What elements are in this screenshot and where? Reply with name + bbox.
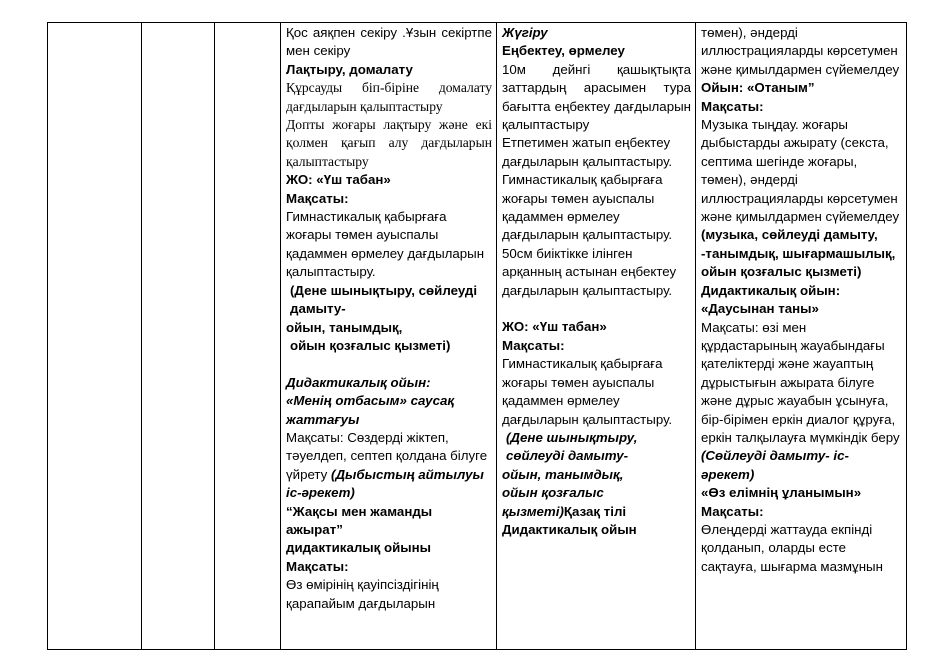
goal-label: Мақсаты: [286, 190, 349, 206]
text-line: Өлеңдерді жаттауда екпінді қолданып, оларды есте сақтауға, шығарма мазмұнын [701, 521, 883, 574]
activity-cell-col6 [696, 23, 907, 650]
text-line: 50см биіктікке ілінген арқанның астынан еңбектеу дағдыларын қалыптастыру. [502, 245, 677, 298]
integration-note: (Дене шынықтыру, сөйлеуді дамыту- [506, 429, 638, 464]
game-heading: Дидактикалық ойын [502, 521, 637, 537]
spacer [502, 300, 691, 318]
table-row [48, 23, 907, 650]
text-line [701, 319, 902, 485]
integration-note: (Дене шынықтыру, сөйлеуді дамыту- [290, 282, 478, 317]
integration-note: ойын, танымдық, [286, 319, 403, 335]
section-heading: Лақтыру, домалату [286, 61, 413, 77]
empty-cell-3 [215, 23, 281, 650]
text-line: Гимнастикалық қабырғаға жоғары төмен ауыспалы қадаммен өрмелеу дағдыларын қалыптастыру. [502, 172, 673, 243]
integration-note-text: ойын қозғалыс қызметі) [502, 485, 604, 519]
integration-note: (Сөйлеуді дамыту- іс-әрекет) [701, 448, 849, 482]
lesson-title: ЖО: «Үш табан» [502, 319, 607, 335]
text-line: Етпетимен жатып еңбектеу дағдыларын қалыптастыру. [502, 135, 673, 169]
integration-note: (музыка, сөйлеуді дамыту, -танымдық, шығармашылық, ойын қозғалыс қызметі) [701, 227, 896, 280]
goal-text: Мақсаты: өзі мен құрдастарының жауабындағы қателіктерді және жауаптың дұрыстығын ажырата білуге және дұрыс жауабын ұсынуға, бір-бірімен еркін диалог құруға, еркін талқылауға мүмкіндік беру [701, 319, 900, 445]
lesson-title: ЖО: «Үш табан» [286, 172, 391, 188]
subject-label: Қазақ тілі [563, 503, 627, 519]
text-line: Гимнастикалық қабырғаға жоғары төмен ауыспалы қадаммен өрмелеу дағдыларын қалыптастыру. [286, 209, 485, 280]
section-heading: Еңбектеу, өрмелеу [502, 43, 625, 59]
text-line: Өз өмірінің қауіпсіздігінің қарапайым дағдыларын [286, 577, 439, 611]
goal-label: Мақсаты: [701, 503, 764, 519]
game-heading: Дидактикалық ойын: [701, 282, 841, 298]
section-heading: Жүгіру [502, 25, 548, 40]
text-line: Гимнастикалық қабырғаға жоғары төмен ауыспалы қадаммен өрмелеу дағдыларын қалыптастыру. [502, 356, 673, 427]
text-line: 10м дейнгі қашықтықта заттардың арасымен тура бағытта еңбектеу дағдыларын қалыптастыру [502, 61, 691, 133]
integration-note [502, 484, 691, 521]
text-line: Қос аяқпен секіру .Ұзын секіртпе мен секіру [286, 25, 492, 59]
text-line: Допты жоғары лақтыру және екі қолмен қағып алу дағдыларын қалыптастыру [286, 117, 492, 169]
goal-label: Мақсаты: [701, 98, 764, 114]
spacer [286, 355, 492, 373]
schedule-table [47, 22, 907, 650]
game-title: “Жақсы мен жаманды ажырат” [286, 503, 433, 537]
goal-label: Мақсаты: [502, 337, 565, 353]
game-title: «Даусынан таны» [701, 301, 819, 317]
text-line: төмен), әндерді иллюстрацияларды көрсетумен және қимылдармен сүйемелдеу [701, 25, 900, 77]
empty-cell-1 [48, 23, 142, 650]
text-line: Музыка тыңдау. жоғары дыбыстарды ажырату (секста, септима шегінде жоғары, төмен), әндерді иллюстрацияларды көрсетумен және қимылдармен сүйемелдеу [701, 117, 900, 225]
empty-cell-2 [142, 23, 215, 650]
goal-text: Мақсаты: Сөздерді жіктеп, тәуелдеп, септеп қолдана білуге үйрету [286, 429, 488, 482]
activity-cell-col5 [497, 23, 696, 650]
goal-label: Мақсаты: [286, 558, 349, 574]
game-title: Ойын: «Отаным” [701, 80, 815, 96]
text-line: Құрсауды біп-біріне домалату дағдыларын қалыптастыру [286, 80, 492, 114]
game-title: «Менің отбасым» саусақ жаттағуы [286, 393, 455, 427]
integration-note: ойын қозғалыс қызметі) [290, 337, 451, 353]
game-heading: Дидактикалық ойын: [286, 374, 431, 390]
integration-note: (Дыбыстың айтылуы іс-әрекет) [286, 466, 484, 501]
integration-note: ойын, танымдық, [502, 466, 624, 482]
game-heading: дидактикалық ойыны [286, 540, 432, 556]
game-title: «Өз елімнің ұланымын» [701, 485, 862, 501]
activity-cell-col4 [281, 23, 497, 650]
text-line [286, 429, 492, 503]
